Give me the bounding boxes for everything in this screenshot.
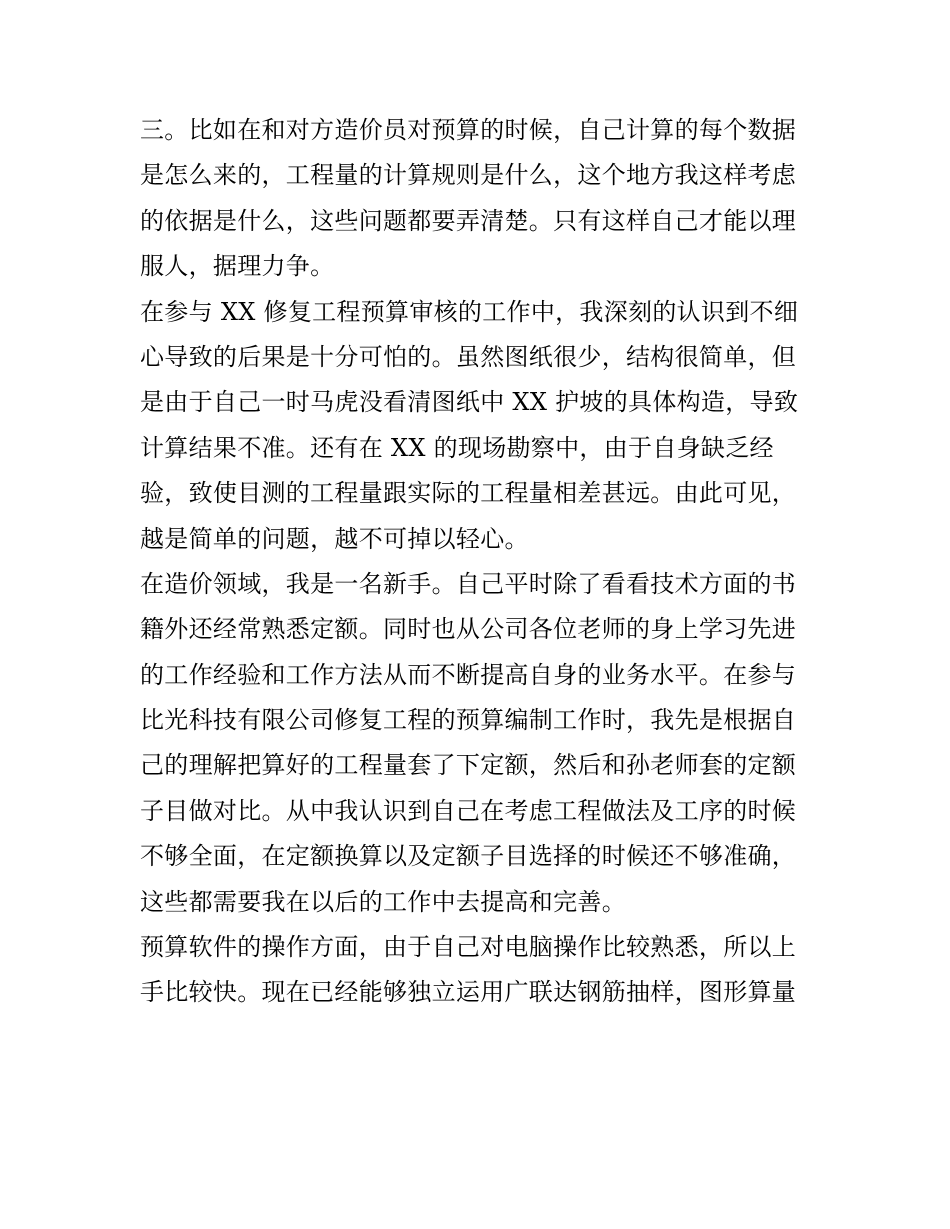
text-line: 这些都需要我在以后的工作中去提高和完善。 <box>140 887 626 916</box>
text-line: 是由于自己一时马虎没看清图纸中 XX 护坡的具体构造，导致 <box>140 388 799 417</box>
text-line: 服人，据理力争。 <box>140 252 335 281</box>
text-line: 预算软件的操作方面，由于自己对电脑操作比较熟悉，所以上 <box>140 933 797 962</box>
text-line: 心导致的后果是十分可怕的。虽然图纸很少，结构很简单，但 <box>140 342 797 371</box>
text-line: 三。比如在和对方造价员对预算的时候，自己计算的每个数据 <box>140 116 797 144</box>
text-line: 计算结果不准。还有在 XX 的现场勘察中，由于自身缺乏经 <box>140 433 774 462</box>
text-line: 的依据是什么，这些问题都要弄清楚。只有这样自己才能以理 <box>140 206 797 235</box>
text-line: 的工作经验和工作方法从而不断提高自身的业务水平。在参与 <box>140 660 797 689</box>
text-line: 籍外还经常熟悉定额。同时也从公司各位老师的身上学习先进 <box>140 615 797 644</box>
text-line: 是怎么来的，工程量的计算规则是什么，这个地方我这样考虑 <box>140 161 797 190</box>
text-line: 己的理解把算好的工程量套了下定额，然后和孙老师套的定额 <box>140 751 797 780</box>
text-line: 比光科技有限公司修复工程的预算编制工作时，我先是根据自 <box>140 706 797 735</box>
text-line: 不够全面，在定额换算以及定额子目选择的时候还不够准确， <box>140 842 797 871</box>
body-text <box>140 108 820 1016</box>
text-line: 子目做对比。从中我认识到自己在考虑工程做法及工序的时候 <box>140 796 797 825</box>
text-line: 手比较快。现在已经能够独立运用广联达钢筋抽样，图形算量 <box>140 978 797 1007</box>
text-line: 在造价领域，我是一名新手。自己平时除了看看技术方面的书 <box>140 569 797 598</box>
text-line: 越是简单的问题，越不可掉以轻心。 <box>140 524 529 553</box>
text-line: 在参与 XX 修复工程预算审核的工作中，我深刻的认识到不细 <box>140 297 799 326</box>
text-line: 验，致使目测的工程量跟实际的工程量相差甚远。由此可见， <box>140 479 797 508</box>
